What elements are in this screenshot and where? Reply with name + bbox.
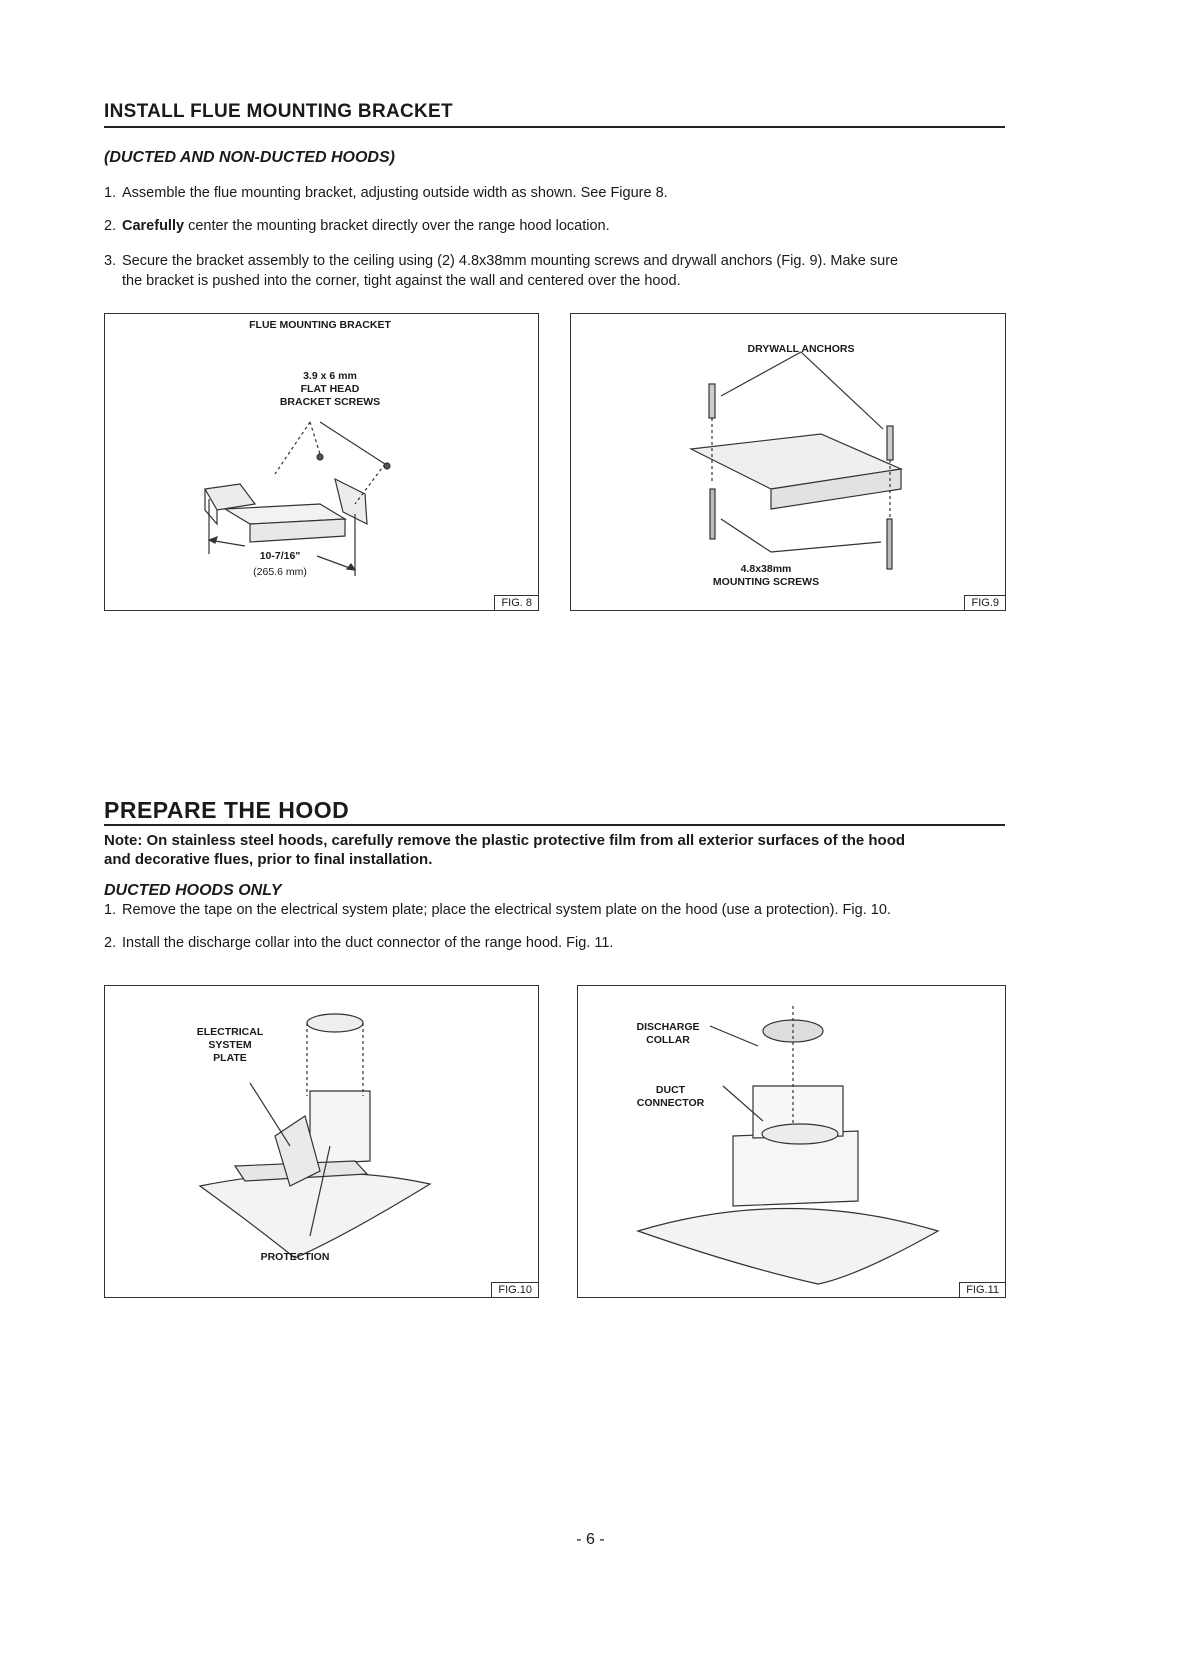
fig9-anchors-label: DRYWALL ANCHORS xyxy=(747,343,855,355)
page-number: - 6 - xyxy=(576,1531,605,1548)
fig8-title: FLUE MOUNTING BRACKET xyxy=(249,319,391,331)
fig8-width-mm: (265.6 mm) xyxy=(253,566,307,578)
step-2 xyxy=(104,216,610,236)
fig10-plate-label: ELECTRICAL SYSTEM PLATE xyxy=(196,1026,264,1064)
fig11-connector-label: DUCT CONNECTOR xyxy=(636,1084,705,1109)
step-number: 2. xyxy=(104,218,117,234)
step-number: 1. xyxy=(104,902,117,918)
ducted-subtitle: DUCTED HOODS ONLY xyxy=(104,882,282,899)
step-number: 1. xyxy=(104,185,117,201)
fig11-tag: FIG.11 xyxy=(959,1282,1006,1298)
step-text: Assemble the flue mounting bracket, adjusting outside width as shown. See Figure 8. xyxy=(122,185,668,201)
fig9-tag: FIG.9 xyxy=(964,595,1006,611)
fig8-screws-label: 3.9 x 6 mm FLAT HEAD BRACKET SCREWS xyxy=(279,370,381,408)
step-text: Install the discharge collar into the duct connector of the range hood. Fig. 11. xyxy=(122,935,614,951)
prep-step-1 xyxy=(104,900,891,920)
figure-11 xyxy=(577,985,1006,1298)
step-text-continued: the bracket is pushed into the corner, tight against the wall and centered over the hood. xyxy=(122,273,681,289)
title-rule xyxy=(104,126,1005,128)
fig10-tag: FIG.10 xyxy=(491,1282,539,1298)
step-text: Secure the bracket assembly to the ceiling using (2) 4.8x38mm mounting screws and drywall anchors (Fig. 9). Make sure xyxy=(122,253,899,269)
fig10-protection-label: PROTECTION xyxy=(260,1251,330,1263)
figure-9 xyxy=(570,313,1006,611)
step-1 xyxy=(104,183,668,203)
figure-10 xyxy=(104,985,539,1298)
step-text: center the mounting bracket directly over the range hood location. xyxy=(184,218,610,234)
step-number: 3. xyxy=(104,253,117,269)
fig9-screws-label: 4.8x38mm MOUNTING SCREWS xyxy=(712,563,820,588)
note-line-2: and decorative flues, prior to final installation. xyxy=(104,851,433,868)
note-line-1: Note: On stainless steel hoods, carefully remove the plastic protective film from all exterior surfaces of the hood xyxy=(104,832,906,849)
step-3 xyxy=(104,251,898,291)
section-title-install-flue: INSTALL FLUE MOUNTING BRACKET xyxy=(104,101,453,122)
step-number: 2. xyxy=(104,935,117,951)
fig8-tag: FIG. 8 xyxy=(494,595,539,611)
section-subtitle: (DUCTED AND NON-DUCTED HOODS) xyxy=(104,149,395,166)
step-text: Remove the tape on the electrical system plate; place the electrical system plate on the hood (use a protection). Fig. 10. xyxy=(122,902,891,918)
fig11-collar-label: DISCHARGE COLLAR xyxy=(636,1021,700,1046)
section-title-prepare-hood: PREPARE THE HOOD xyxy=(104,797,350,823)
figure-8 xyxy=(104,313,539,611)
title-rule xyxy=(104,824,1005,826)
step-emphasis: Carefully xyxy=(122,218,185,234)
prep-step-2 xyxy=(104,933,613,953)
fig8-width-label: 10-7/16" xyxy=(259,550,301,562)
